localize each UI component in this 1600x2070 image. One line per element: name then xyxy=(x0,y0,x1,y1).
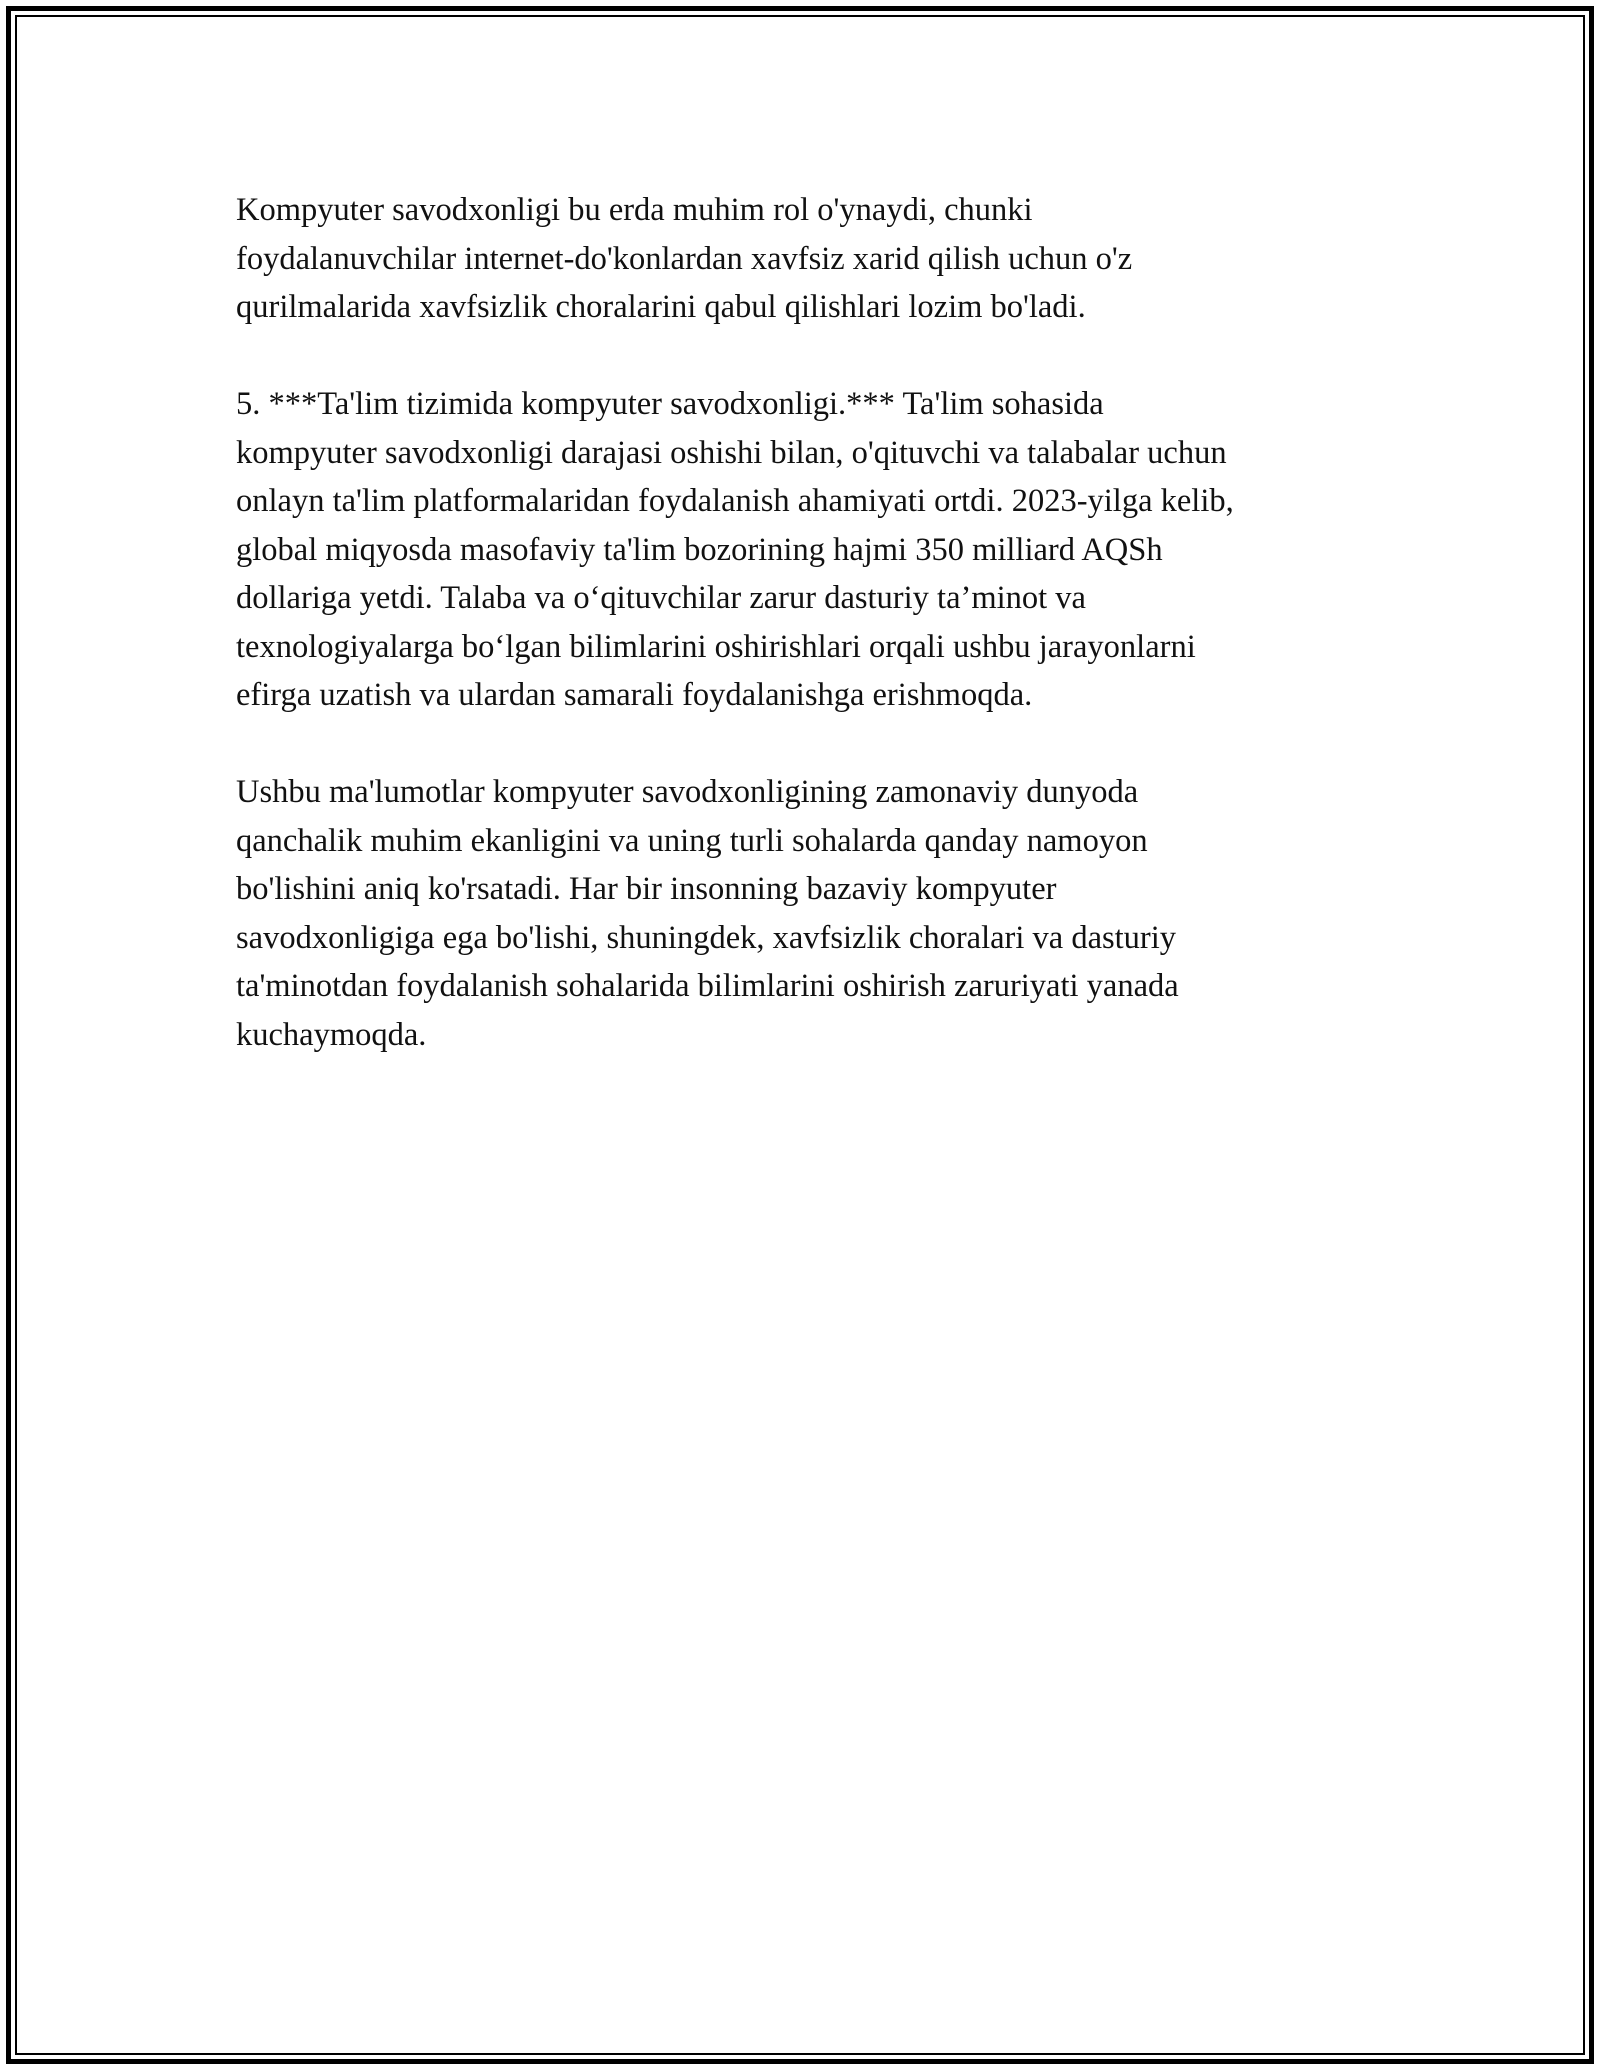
text-line: ta'minotdan foydalanish sohalarida bilimlarini oshirish zaruriyati yanada xyxy=(236,968,1179,1004)
text-line: onlayn ta'lim platformalaridan foydalanish ahamiyati ortdi. 2023-yilga kelib, xyxy=(236,483,1234,519)
text-line: efirga uzatish va ulardan samarali foydalanishga erishmoqda. xyxy=(236,677,1033,713)
text-line: texnologiyalarga bo‘lgan bilimlarini oshirishlari orqali ushbu jarayonlarni xyxy=(236,628,1196,665)
text-line: Kompyuter savodxonligi bu erda muhim rol o'ynaydi, chunki xyxy=(236,192,1033,228)
text-line: qanchalik muhim ekanligini va uning turli sohalarda qanday namoyon xyxy=(236,822,1148,859)
text-line: foydalanuvchilar internet-do'konlardan xavfsiz xarid qilish uchun o'z xyxy=(236,240,1133,277)
text-line: bo'lishini aniq ko'rsatadi. Har bir insonning bazaviy kompyuter xyxy=(236,871,1057,907)
text-line: Ushbu ma'lumotlar kompyuter savodxonligining zamonaviy dunyoda xyxy=(236,774,1139,810)
text-line: 5. ***Ta'lim tizimida kompyuter savodxonligi.*** Ta'lim sohasida xyxy=(236,386,1104,422)
paragraph-security xyxy=(236,186,1386,332)
text-line: kompyuter savodxonligi darajasi oshishi bilan, o'qituvchi va talabalar uchun xyxy=(236,434,1227,471)
paragraph-education xyxy=(236,380,1386,720)
text-line: savodxonligiga ega bo'lishi, shuningdek, xavfsizlik choralari va dasturiy xyxy=(236,919,1177,956)
text-line: global miqyosda masofaviy ta'lim bozorining hajmi 350 milliard AQSh xyxy=(236,531,1163,568)
text-line: dollariga yetdi. Talaba va o‘qituvchilar zarur dasturiy ta’minot va xyxy=(236,580,1086,616)
text-line: qurilmalarida xavfsizlik choralarini qabul qilishlari lozim bo'ladi. xyxy=(236,289,1086,325)
text-line: kuchaymoqda. xyxy=(236,1016,427,1053)
paragraph-conclusion xyxy=(236,768,1386,1059)
document-body xyxy=(236,186,1386,1108)
